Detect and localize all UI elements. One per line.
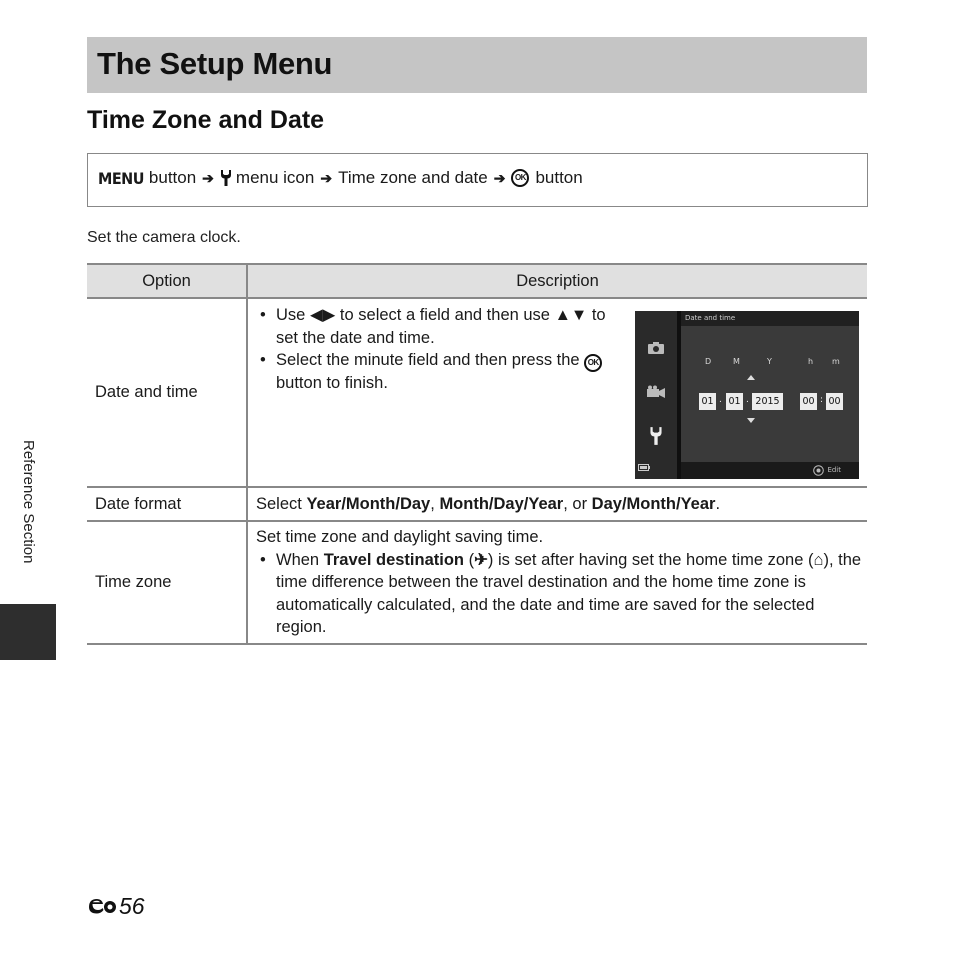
section-title: Time Zone and Date bbox=[87, 106, 325, 134]
field-minute: 00 bbox=[826, 393, 843, 410]
arrow-right-icon: ➔ bbox=[493, 169, 506, 186]
menu-button-icon: MENU bbox=[98, 168, 144, 188]
reference-e-icon bbox=[87, 896, 117, 918]
up-triangle-icon bbox=[747, 375, 755, 380]
description-date-and-time bbox=[247, 298, 867, 487]
title-bar bbox=[87, 37, 867, 93]
nav-text-menu-icon: menu icon bbox=[235, 168, 315, 187]
camera-screen-illustration bbox=[635, 311, 859, 479]
nav-text-button-end: button bbox=[535, 168, 583, 187]
camera-icon bbox=[647, 341, 665, 355]
format-month-day-year: Month/Day/Year bbox=[439, 494, 564, 513]
table-row bbox=[87, 298, 867, 487]
label-month: M bbox=[733, 357, 740, 366]
separator-colon: : bbox=[820, 395, 824, 405]
bullet-item: • Select the minute field and then press the OK button to finish. bbox=[256, 349, 606, 395]
table-row bbox=[87, 521, 867, 644]
table-row bbox=[87, 487, 867, 521]
arrow-right-icon: ➔ bbox=[202, 169, 214, 186]
multi-selector-icon bbox=[813, 465, 824, 476]
description-time-zone bbox=[247, 521, 867, 644]
option-time-zone: Time zone bbox=[87, 521, 247, 644]
navigation-path-box bbox=[87, 153, 868, 207]
time-zone-intro: Set time zone and daylight saving time. bbox=[256, 528, 544, 547]
wrench-icon bbox=[220, 169, 232, 187]
side-section-tab bbox=[0, 604, 56, 660]
label-year: Y bbox=[767, 357, 772, 366]
field-day: 01 bbox=[699, 393, 716, 410]
movie-icon bbox=[646, 385, 666, 399]
label-hour: h bbox=[808, 357, 814, 366]
field-month: 01 bbox=[726, 393, 743, 410]
ok-button-icon: OK bbox=[584, 354, 602, 372]
bullet-item: • When Travel destination (✈) is set after having set the home time zone (⌂), the time difference between the travel destination and the home time zone is automatically calculated, and the date and time are saved for the selected region. bbox=[256, 549, 867, 639]
separator-dot: . bbox=[746, 395, 749, 405]
option-date-and-time: Date and time bbox=[87, 298, 247, 487]
camera-screen-main bbox=[681, 311, 859, 479]
arrow-right-icon: ➔ bbox=[320, 169, 333, 186]
intro-text: Set the camera clock. bbox=[87, 229, 241, 246]
side-section-label: Reference Section bbox=[20, 440, 37, 564]
nav-text-button: button bbox=[148, 168, 197, 187]
format-year-month-day: Year/Month/Day bbox=[306, 494, 431, 513]
camera-screen-title: Date and time bbox=[681, 311, 859, 326]
airplane-icon: ✈ bbox=[474, 550, 488, 569]
option-date-format: Date format bbox=[87, 487, 247, 521]
camera-menu-sidebar bbox=[635, 311, 677, 479]
label-day: D bbox=[705, 357, 712, 366]
battery-icon bbox=[638, 464, 650, 471]
wrench-icon bbox=[649, 426, 663, 446]
ok-button-icon: OK bbox=[511, 169, 529, 187]
up-down-arrows-icon: ▲▼ bbox=[554, 306, 588, 324]
camera-screen-footer bbox=[681, 462, 859, 479]
label-minute: m bbox=[832, 357, 840, 366]
left-right-arrows-icon: ◀▶ bbox=[309, 306, 336, 324]
separator-dot: . bbox=[719, 395, 722, 405]
header-option: Option bbox=[87, 264, 247, 298]
home-icon: ⌂ bbox=[813, 550, 824, 569]
field-hour: 00 bbox=[800, 393, 817, 410]
page-title: The Setup Menu bbox=[97, 46, 333, 81]
nav-text-item: Time zone and date bbox=[338, 168, 488, 187]
down-triangle-icon bbox=[747, 418, 755, 423]
navigation-path bbox=[98, 168, 583, 188]
field-year: 2015 bbox=[752, 393, 783, 410]
page-number: 56 bbox=[87, 893, 145, 920]
header-description: Description bbox=[247, 264, 867, 298]
edit-label: Edit bbox=[827, 466, 841, 474]
bullet-item: • Use ◀▶ to select a field and then use ▲▼ to set the date and time. bbox=[256, 304, 606, 349]
description-date-format: Select Year/Month/Day, Month/Day/Year, or Day/Month/Year. bbox=[247, 487, 867, 521]
travel-destination-label: Travel destination bbox=[323, 550, 464, 569]
format-day-month-year: Day/Month/Year bbox=[591, 494, 716, 513]
table-header-row bbox=[87, 264, 867, 298]
options-table bbox=[87, 263, 867, 645]
